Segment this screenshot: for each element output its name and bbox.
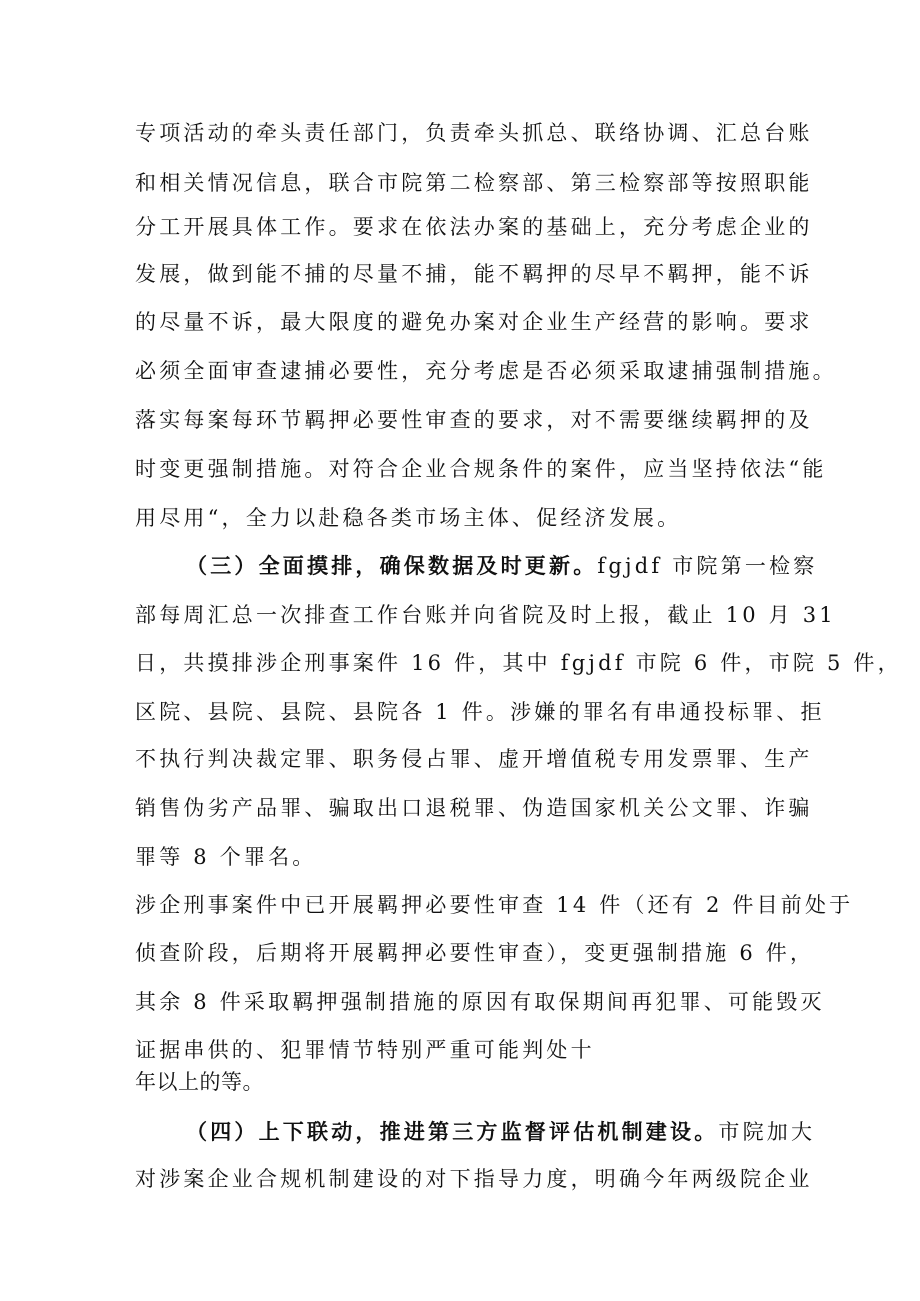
text-line: 用尽用“，全力以赴稳各类市场主体、促经济发展。 xyxy=(135,506,682,530)
text-line: 必须全面审查逮捕必要性，充分考虑是否必须采取逮捕强制措施。 xyxy=(135,359,837,383)
text-line: 不执行判决裁定罪、职务侵占罪、虚开增值税专用发票罪、生产 xyxy=(135,747,813,771)
text-line: 的尽量不诉，最大限度的避免办案对企业生产经营的影响。要求 xyxy=(135,310,813,334)
text-line: 对涉案企业合规机制建设的对下指导力度，明确今年两级院企业 xyxy=(135,1167,813,1191)
text-line: 专项活动的牵头责任部门，负责牵头抓总、联络协调、汇总台账 xyxy=(135,121,813,145)
text-line: 其余 8 件采取羁押强制措施的原因有取保期间再犯罪、可能毁灭 xyxy=(135,990,825,1014)
text-line: 分工开展具体工作。要求在依法办案的基础上，充分考虑企业的 xyxy=(135,215,813,239)
text-line: 落实每案每环节羁押必要性审查的要求，对不需要继续羁押的及 xyxy=(135,408,813,432)
text-line: 销售伪劣产品罪、骗取出口退税罪、伪造国家机关公文罪、诈骗 xyxy=(135,796,813,820)
text-line: 发展，做到能不捕的尽量不捕，能不羁押的尽早不羁押，能不诉 xyxy=(135,262,813,286)
section-heading: （四）上下联动，推进第三方监督评估机制建设。 xyxy=(186,1120,719,1144)
text-line: 涉企刑事案件中已开展羁押必要性审查 14 件（还有 2 件目前处于 xyxy=(135,893,854,917)
text-line: 区院、县院、县院、县院各 1 件。涉嫌的罪名有串通投标罪、拒 xyxy=(135,700,825,724)
text-line: 部每周汇总一次排查工作台账并向省院及时上报，截止 10 月 31 xyxy=(135,603,836,627)
text-line: 罪等 8 个罪名。 xyxy=(135,845,317,869)
text-line: 年以上的等。 xyxy=(135,1070,264,1094)
text-line: 和相关情况信息，联合市院第二检察部、第三检察部等按照职能 xyxy=(135,171,813,195)
section-heading-line xyxy=(186,1117,816,1147)
text-line: 时变更强制措施。对符合企业合规条件的案件，应当坚持依法“能 xyxy=(135,457,827,481)
text-line: 日，共摸排涉企刑事案件 16 件，其中 fgjdf 市院 6 件，市院 5 件， xyxy=(135,651,902,675)
text-line: 证据串供的、犯罪情节特别严重可能判处十 xyxy=(135,1038,595,1062)
section-heading-rest: 市院加大 xyxy=(718,1120,816,1144)
section-heading-rest: fgjdf 市院第一检察 xyxy=(597,554,818,578)
text-line: 侦查阶段，后期将开展羁押必要性审查），变更强制措施 6 件， xyxy=(135,941,815,965)
section-heading-line xyxy=(186,551,818,581)
section-heading: （三）全面摸排，确保数据及时更新。 xyxy=(186,554,598,578)
